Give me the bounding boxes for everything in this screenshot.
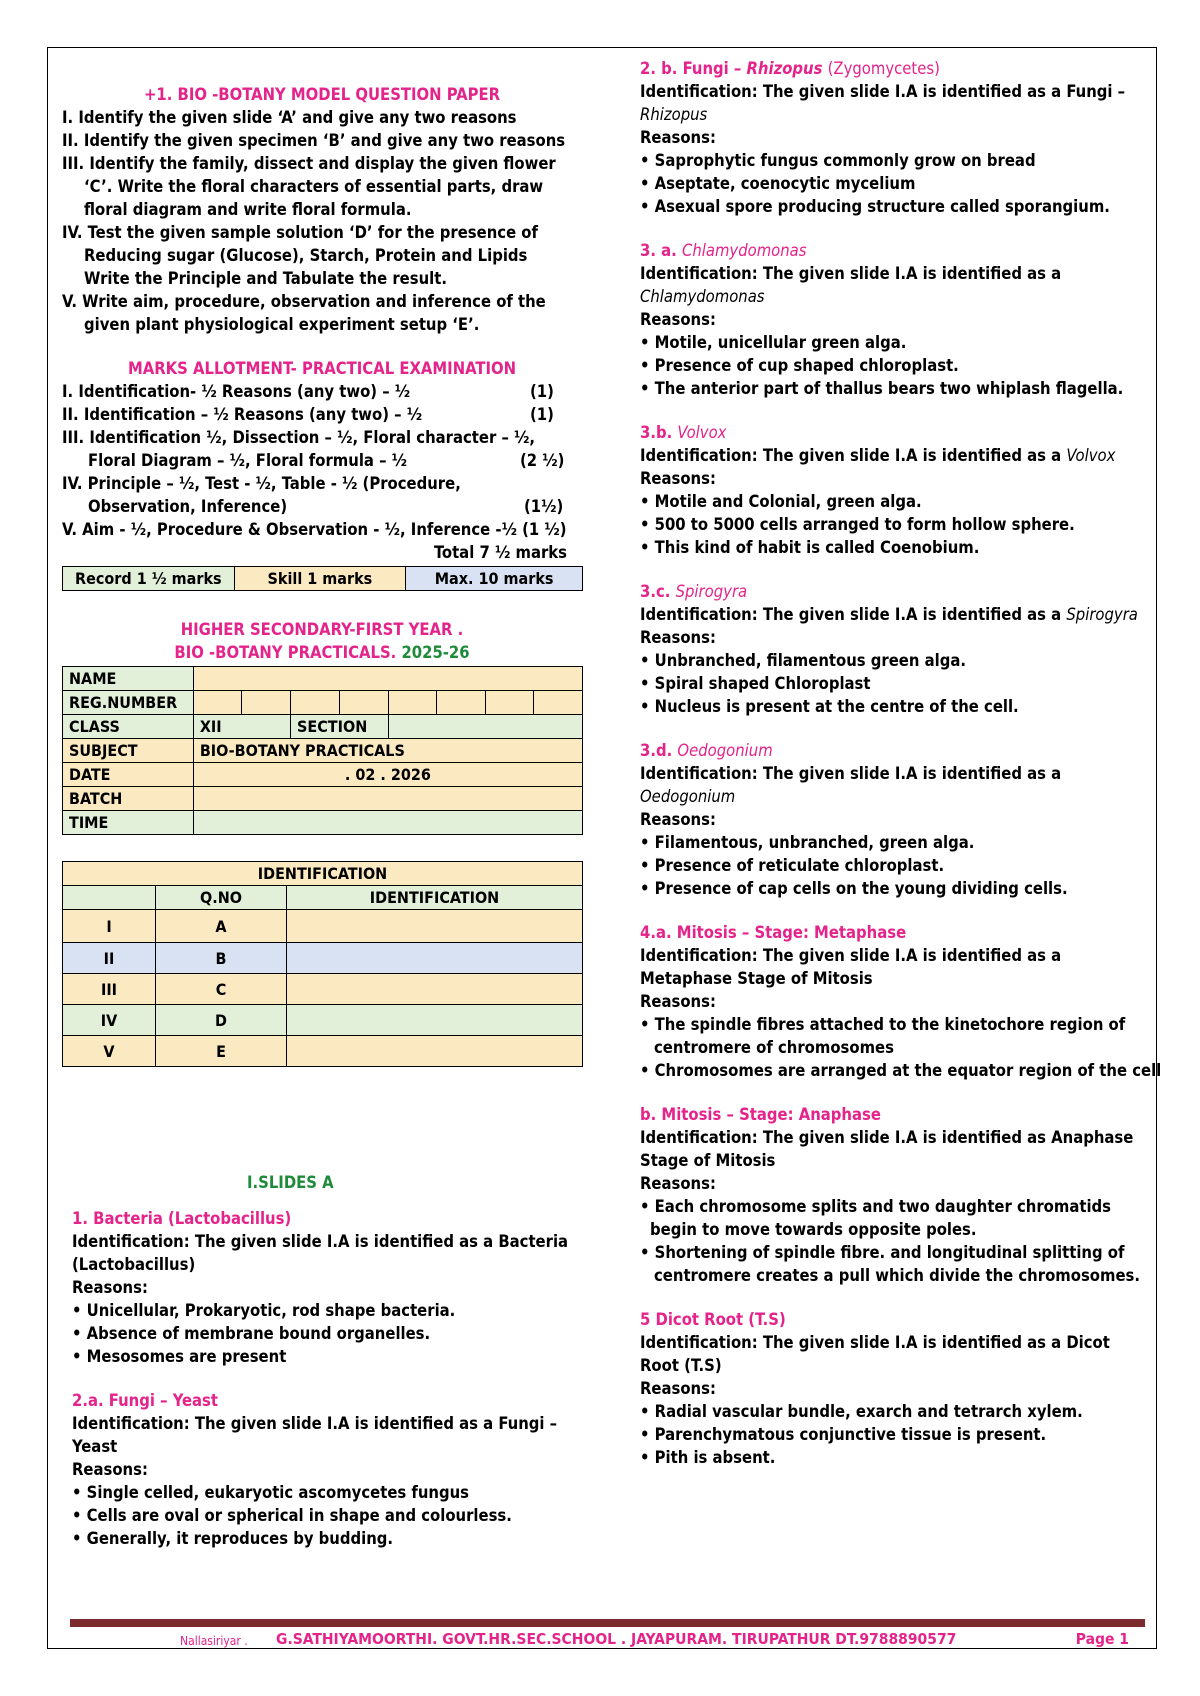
section-title (640, 581, 747, 602)
reg-digit-box[interactable] (339, 691, 388, 715)
roman-numeral-cell: V (63, 1036, 156, 1067)
bullet-line: • Presence of cup shaped chloroplast. (640, 356, 959, 375)
text-italic-part: Spirogyra (1066, 605, 1138, 624)
batch-field[interactable] (193, 787, 582, 811)
marks-value: (1) (530, 405, 554, 424)
text-line: Identification: The given slide I.A is identified as a Fungi – (72, 1414, 558, 1433)
reg-digit-box[interactable] (193, 691, 242, 715)
section-field[interactable] (388, 715, 582, 739)
bullet-line: • Mesosomes are present (72, 1347, 287, 1366)
bullet-line: • Chromosomes are arranged at the equator region of the cell (640, 1061, 1162, 1080)
text-line: Identification: The given slide I.A is identified as a (640, 946, 1062, 965)
slides-heading: I.SLIDES A (247, 1173, 334, 1192)
qno-cell: E (156, 1036, 287, 1067)
roman-numeral-cell: IV (63, 1005, 156, 1036)
time-field[interactable] (193, 811, 582, 835)
bullet-line: • Spiral shaped Chloroplast (640, 674, 871, 693)
skill-marks-cell: Skill 1 marks (234, 567, 406, 591)
bullet-line: • Motile, unicellular green alga. (640, 333, 907, 352)
text-line: Identification: The given slide I.A is identified as a Fungi – (640, 82, 1126, 101)
name-field[interactable] (193, 667, 582, 691)
text-line: Identification: The given slide I.A is identified as a (640, 264, 1062, 283)
roman-numeral-cell: II (63, 943, 156, 974)
text-line: Chlamydomonas (640, 287, 765, 306)
time-label: TIME (63, 811, 194, 835)
marks-allotment-title: MARKS ALLOTMENT- PRACTICAL EXAMINATION (127, 359, 517, 378)
identification-answer-cell[interactable] (287, 1005, 583, 1036)
question-line: ‘C’. Write the floral characters of essential parts, draw (84, 177, 544, 196)
qno-header: Q.NO (156, 886, 287, 910)
section-title (640, 58, 940, 79)
roman-numeral-cell: III (63, 974, 156, 1005)
section-title: 1. Bacteria (Lactobacillus) (72, 1209, 292, 1228)
section-title (640, 740, 773, 761)
title-part: 2. b. Fungi – (640, 59, 742, 78)
bullet-line: • This kind of habit is called Coenobium. (640, 538, 980, 557)
identification-header: IDENTIFICATION (287, 886, 583, 910)
bullet-line: • Presence of reticulate chloroplast. (640, 856, 945, 875)
bullet-line: centromere of chromosomes (654, 1038, 894, 1057)
bullet-line: • The spindle fibres attached to the kinetochore region of (640, 1015, 1126, 1034)
identification-answer-cell[interactable] (287, 1036, 583, 1067)
identification-table (62, 861, 583, 1067)
text-line: Identification: The given slide I.A is identified as a Bacteria (72, 1232, 569, 1251)
class-label: CLASS (63, 715, 194, 739)
text-line: Identification: The given slide I.A is identified as Anaphase (640, 1128, 1134, 1147)
text-line: Reasons: (640, 469, 716, 488)
title-part: 3.b. (640, 423, 673, 442)
text-line: Identification: The given slide I.A is identified as a (640, 764, 1062, 783)
bullet-line: • Absence of membrane bound organelles. (72, 1324, 431, 1343)
title-part: 3.c. (640, 582, 671, 601)
section-title (640, 240, 807, 261)
title-italic-part: Volvox (677, 423, 727, 442)
page-number: Page 1 (1075, 1630, 1129, 1648)
text-line: Yeast (72, 1437, 118, 1456)
text-line: Rhizopus (640, 105, 708, 124)
question-paper-title: +1. BIO -BOTANY MODEL QUESTION PAPER (143, 85, 501, 104)
text-line: Root (T.S) (640, 1356, 722, 1375)
section-title: b. Mitosis – Stage: Anaphase (640, 1105, 881, 1124)
marks-line: I. Identification- ½ Reasons (any two) – ½ (62, 382, 411, 401)
question-line: Write the Principle and Tabulate the result. (84, 269, 447, 288)
school-title-line2 (62, 642, 582, 663)
marks-line: III. Identification ½, Dissection – ½, Floral character – ½, (62, 428, 536, 447)
reg-digit-box[interactable] (388, 691, 437, 715)
title-italic-part: Spirogyra (675, 582, 748, 601)
marks-line: V. Aim - ½, Procedure & Observation - ½, Inference -½ (1 ½) (62, 520, 567, 539)
bullet-line: • Generally, it reproduces by budding. (72, 1529, 394, 1548)
subject-label: SUBJECT (63, 739, 194, 763)
bullet-line: • Radial vascular bundle, exarch and tetrarch xylem. (640, 1402, 1083, 1421)
text-part: Identification: The given slide I.A is identified as a (640, 446, 1062, 465)
title-part: (Zygomycetes) (827, 59, 940, 78)
qno-cell: A (156, 910, 287, 943)
text-line: Reasons: (640, 1379, 716, 1398)
class-value: XII (193, 715, 290, 739)
marks-value: (2 ½) (520, 451, 565, 470)
name-label: NAME (63, 667, 194, 691)
text-line: Reasons: (72, 1278, 148, 1297)
question-line: floral diagram and write floral formula. (84, 200, 412, 219)
text-line: Reasons: (640, 1174, 716, 1193)
section-label: SECTION (291, 715, 389, 739)
roman-numeral-cell: I (63, 910, 156, 943)
total-marks: Total 7 ½ marks (433, 543, 567, 562)
bullet-line: • Pith is absent. (640, 1448, 776, 1467)
qno-cell: B (156, 943, 287, 974)
text-line: Reasons: (72, 1460, 148, 1479)
question-line: IV. Test the given sample solution ‘D’ for the presence of (62, 223, 538, 242)
bullet-line: • Parenchymatous conjunctive tissue is present. (640, 1425, 1047, 1444)
school-title-line1: HIGHER SECONDARY-FIRST YEAR . (180, 620, 464, 639)
question-line: II. Identify the given specimen ‘B’ and give any two reasons (62, 131, 566, 150)
date-label: DATE (63, 763, 194, 787)
question-line: V. Write aim, procedure, observation and inference of the (62, 292, 546, 311)
text-line (640, 445, 1115, 466)
text-line: Reasons: (640, 128, 716, 147)
bullet-line: • Shortening of spindle fibre. and longitudinal splitting of (640, 1243, 1125, 1262)
reg-digit-box[interactable] (437, 691, 486, 715)
bullet-line: • Single celled, eukaryotic ascomycetes fungus (72, 1483, 470, 1502)
qno-cell: C (156, 974, 287, 1005)
section-title: 4.a. Mitosis – Stage: Metaphase (640, 923, 907, 942)
title-part: 3.d. (640, 741, 673, 760)
question-line: III. Identify the family, dissect and display the given flower (62, 154, 556, 173)
marks-line: Observation, Inference) (88, 497, 288, 516)
footer-school: G.SATHIYAMOORTHI. GOVT.HR.SEC.SCHOOL . JAYAPURAM. TIRUPATHUR DT.9788890577 (276, 1630, 957, 1648)
bullet-line: • Unicellular, Prokaryotic, rod shape bacteria. (72, 1301, 456, 1320)
marks-value: (1½) (524, 497, 564, 516)
batch-label: BATCH (63, 787, 194, 811)
bullet-line: • Asexual spore producing structure called sporangium. (640, 197, 1110, 216)
marks-summary-table (62, 566, 583, 591)
text-line: Reasons: (640, 810, 716, 829)
text-line: (Lactobacillus) (72, 1255, 196, 1274)
course-title: BIO -BOTANY PRACTICALS. (174, 643, 397, 662)
reg-digit-box[interactable] (291, 691, 340, 715)
bullet-line: • Presence of cap cells on the young dividing cells. (640, 879, 1068, 898)
question-line: I. Identify the given slide ‘A’ and give any two reasons (62, 108, 517, 127)
section-title: 2.a. Fungi – Yeast (72, 1391, 218, 1410)
max-marks-cell: Max. 10 marks (406, 567, 583, 591)
marks-line: Floral Diagram – ½, Floral formula – ½ (88, 451, 408, 470)
text-line (640, 604, 1138, 625)
text-italic-part: Volvox (1066, 446, 1116, 465)
marks-line: IV. Principle – ½, Test - ½, Table - ½ (Procedure, (62, 474, 461, 493)
bullet-line: • Cells are oval or spherical in shape and colourless. (72, 1506, 512, 1525)
bullet-line: • Saprophytic fungus commonly grow on bread (640, 151, 1036, 170)
bullet-line: • Aseptate, coenocytic mycelium (640, 174, 916, 193)
bullet-line: begin to move towards opposite poles. (650, 1220, 977, 1239)
footer-author: Nallasiriyar . (180, 1634, 248, 1648)
marks-line: II. Identification – ½ Reasons (any two) – ½ (62, 405, 423, 424)
section-title (640, 422, 726, 443)
text-line: Reasons: (640, 628, 716, 647)
academic-year: 2025-26 (401, 643, 470, 662)
title-italic-part: Rhizopus (746, 59, 823, 78)
marks-value: (1) (530, 382, 554, 401)
reg-digit-box[interactable] (534, 691, 583, 715)
bullet-line: • Motile and Colonial, green alga. (640, 492, 922, 511)
reg-digit-box[interactable] (242, 691, 291, 715)
bullet-line: • 500 to 5000 cells arranged to form hollow sphere. (640, 515, 1075, 534)
text-line: Identification: The given slide I.A is identified as a Dicot (640, 1333, 1110, 1352)
subject-value: BIO-BOTANY PRACTICALS (193, 739, 582, 763)
student-info-table (62, 666, 583, 835)
identification-answer-cell[interactable] (287, 943, 583, 974)
text-line: Reasons: (640, 310, 716, 329)
identification-table-title: IDENTIFICATION (63, 862, 583, 886)
text-line: Metaphase Stage of Mitosis (640, 969, 873, 988)
reg-digit-box[interactable] (485, 691, 534, 715)
reg-number-label: REG.NUMBER (63, 691, 194, 715)
title-part: 3. a. (640, 241, 677, 260)
title-italic-part: Chlamydomonas (681, 241, 807, 260)
question-line: Reducing sugar (Glucose), Starch, Protein and Lipids (84, 246, 528, 265)
bullet-line: centromere creates a pull which divide the chromosomes. (654, 1266, 1140, 1285)
text-line: Oedogonium (640, 787, 736, 806)
text-part: Identification: The given slide I.A is identified as a (640, 605, 1062, 624)
text-line: Reasons: (640, 992, 716, 1011)
footer-divider (70, 1619, 1145, 1627)
section-title: 5 Dicot Root (T.S) (640, 1310, 786, 1329)
bullet-line: • Each chromosome splits and two daughter chromatids (640, 1197, 1112, 1216)
qno-cell: D (156, 1005, 287, 1036)
identification-answer-cell[interactable] (287, 910, 583, 943)
title-italic-part: Oedogonium (677, 741, 773, 760)
bullet-line: • Filamentous, unbranched, green alga. (640, 833, 975, 852)
bullet-line: • The anterior part of thallus bears two whiplash flagella. (640, 379, 1124, 398)
date-value: . 02 . 2026 (193, 763, 582, 787)
identification-answer-cell[interactable] (287, 974, 583, 1005)
identification-header-blank (63, 886, 156, 910)
bullet-line: • Nucleus is present at the centre of the cell. (640, 697, 1019, 716)
text-line: Stage of Mitosis (640, 1151, 776, 1170)
question-line: given plant physiological experiment setup ‘E’. (84, 315, 480, 334)
bullet-line: • Unbranched, filamentous green alga. (640, 651, 966, 670)
record-marks-cell: Record 1 ½ marks (63, 567, 235, 591)
